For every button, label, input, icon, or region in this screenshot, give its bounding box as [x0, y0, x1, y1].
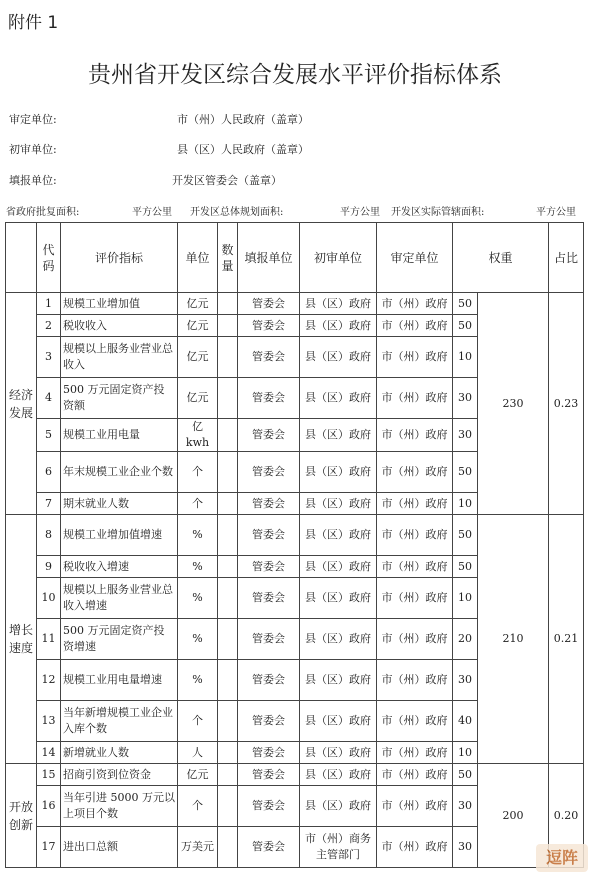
table-row	[6, 293, 584, 315]
group-weight: 210	[478, 515, 549, 764]
filler-unit-label: 填报单位:	[9, 174, 57, 187]
row-filler: 管委会	[238, 827, 300, 868]
row-review: 市（州）政府	[377, 742, 453, 764]
review-unit-value: 市（州）人民政府（盖章）	[177, 113, 309, 126]
row-review: 市（州）政府	[377, 764, 453, 786]
row-quantity	[218, 515, 238, 556]
area-planned-unit: 平方公里	[340, 207, 380, 218]
prelim-unit-line	[9, 141, 589, 157]
row-review: 市（州）政府	[377, 452, 453, 493]
row-filler: 管委会	[238, 515, 300, 556]
header-group	[6, 223, 37, 293]
row-code: 8	[37, 515, 61, 556]
row-indicator: 规模工业用电量	[61, 419, 178, 452]
row-review: 市（州）政府	[377, 556, 453, 578]
watermark-logo: 逗阵	[536, 844, 588, 872]
row-code: 9	[37, 556, 61, 578]
row-indicator: 当年引进 5000 万元以上项目个数	[61, 786, 178, 827]
row-review: 市（州）政府	[377, 293, 453, 315]
row-review: 市（州）政府	[377, 578, 453, 619]
row-review: 市（州）政府	[377, 419, 453, 452]
row-weight: 30	[453, 419, 478, 452]
row-quantity	[218, 293, 238, 315]
row-prelim: 县（区）政府	[300, 452, 377, 493]
row-unit: 亿元	[178, 764, 218, 786]
row-filler: 管委会	[238, 419, 300, 452]
row-review: 市（州）政府	[377, 493, 453, 515]
row-weight: 50	[453, 764, 478, 786]
row-review: 市（州）政府	[377, 515, 453, 556]
annex-label: 附件 1	[8, 13, 59, 33]
row-quantity	[218, 337, 238, 378]
row-prelim: 县（区）政府	[300, 293, 377, 315]
filler-unit-line	[9, 172, 589, 188]
row-unit: 个	[178, 452, 218, 493]
row-weight: 10	[453, 742, 478, 764]
row-review: 市（州）政府	[377, 827, 453, 868]
row-weight: 50	[453, 452, 478, 493]
row-indicator: 500 万元固定资产投资增速	[61, 619, 178, 660]
filler-unit-value: 开发区管委会（盖章）	[172, 174, 282, 187]
row-filler: 管委会	[238, 493, 300, 515]
row-code: 17	[37, 827, 61, 868]
row-indicator: 期末就业人数	[61, 493, 178, 515]
row-quantity	[218, 493, 238, 515]
review-unit-label: 审定单位:	[9, 113, 57, 126]
row-filler: 管委会	[238, 764, 300, 786]
row-weight: 10	[453, 578, 478, 619]
row-weight: 30	[453, 786, 478, 827]
row-filler: 管委会	[238, 378, 300, 419]
row-code: 1	[37, 293, 61, 315]
row-weight: 50	[453, 293, 478, 315]
row-prelim: 县（区）政府	[300, 701, 377, 742]
row-filler: 管委会	[238, 742, 300, 764]
row-code: 3	[37, 337, 61, 378]
row-prelim: 市（州）商务主管部门	[300, 827, 377, 868]
row-review: 市（州）政府	[377, 315, 453, 337]
row-indicator: 规模工业增加值	[61, 293, 178, 315]
row-code: 12	[37, 660, 61, 701]
row-unit: %	[178, 515, 218, 556]
row-weight: 10	[453, 337, 478, 378]
row-prelim: 县（区）政府	[300, 419, 377, 452]
header-indicator: 评价指标	[61, 223, 178, 293]
table-header-row	[6, 223, 584, 293]
row-code: 2	[37, 315, 61, 337]
row-unit: 个	[178, 786, 218, 827]
row-prelim: 县（区）政府	[300, 337, 377, 378]
row-indicator: 规模工业用电量增速	[61, 660, 178, 701]
row-indicator: 招商引资到位资金	[61, 764, 178, 786]
row-unit: 个	[178, 493, 218, 515]
table-body	[6, 293, 584, 868]
row-unit: 万美元	[178, 827, 218, 868]
group-weight: 230	[478, 293, 549, 515]
row-prelim: 县（区）政府	[300, 764, 377, 786]
row-weight: 50	[453, 315, 478, 337]
row-code: 14	[37, 742, 61, 764]
row-code: 4	[37, 378, 61, 419]
row-unit: 亿元	[178, 293, 218, 315]
row-code: 13	[37, 701, 61, 742]
group-weight: 200	[478, 764, 549, 868]
row-unit: 个	[178, 701, 218, 742]
row-prelim: 县（区）政府	[300, 515, 377, 556]
row-weight: 50	[453, 515, 478, 556]
row-prelim: 县（区）政府	[300, 578, 377, 619]
area-actual-label: 开发区实际管辖面积:	[391, 207, 485, 218]
row-indicator: 年末规模工业企业个数	[61, 452, 178, 493]
row-quantity	[218, 701, 238, 742]
row-code: 15	[37, 764, 61, 786]
row-filler: 管委会	[238, 786, 300, 827]
row-indicator: 进出口总额	[61, 827, 178, 868]
row-unit: %	[178, 556, 218, 578]
row-prelim: 县（区）政府	[300, 378, 377, 419]
area-approved-label: 省政府批复面积:	[6, 207, 80, 218]
prelim-unit-value: 县（区）人民政府（盖章）	[177, 143, 309, 156]
group-share: 0.20	[549, 764, 584, 868]
row-unit: 人	[178, 742, 218, 764]
row-weight: 20	[453, 619, 478, 660]
row-prelim: 县（区）政府	[300, 493, 377, 515]
row-filler: 管委会	[238, 337, 300, 378]
header-code: 代码	[37, 223, 61, 293]
row-weight: 30	[453, 378, 478, 419]
row-code: 6	[37, 452, 61, 493]
row-unit: 亿元	[178, 378, 218, 419]
row-prelim: 县（区）政府	[300, 619, 377, 660]
header-share: 占比	[549, 223, 584, 293]
row-review: 市（州）政府	[377, 378, 453, 419]
row-prelim: 县（区）政府	[300, 660, 377, 701]
row-unit: 亿元	[178, 337, 218, 378]
table-row	[6, 764, 584, 786]
row-unit: %	[178, 660, 218, 701]
row-prelim: 县（区）政府	[300, 556, 377, 578]
row-quantity	[218, 827, 238, 868]
row-quantity	[218, 578, 238, 619]
row-code: 11	[37, 619, 61, 660]
row-review: 市（州）政府	[377, 337, 453, 378]
row-quantity	[218, 556, 238, 578]
row-quantity	[218, 619, 238, 660]
row-indicator: 规模以上服务业营业总收入	[61, 337, 178, 378]
row-review: 市（州）政府	[377, 619, 453, 660]
row-unit: 亿元	[178, 315, 218, 337]
row-filler: 管委会	[238, 452, 300, 493]
row-indicator: 税收收入	[61, 315, 178, 337]
group-name: 增长速度	[6, 515, 37, 764]
row-review: 市（州）政府	[377, 660, 453, 701]
row-code: 7	[37, 493, 61, 515]
row-weight: 10	[453, 493, 478, 515]
row-indicator: 规模工业增加值增速	[61, 515, 178, 556]
row-filler: 管委会	[238, 556, 300, 578]
row-code: 10	[37, 578, 61, 619]
row-quantity	[218, 378, 238, 419]
indicator-table	[5, 222, 584, 868]
row-quantity	[218, 786, 238, 827]
row-weight: 40	[453, 701, 478, 742]
row-indicator: 新增就业人数	[61, 742, 178, 764]
prelim-unit-label: 初审单位:	[9, 143, 57, 156]
row-filler: 管委会	[238, 619, 300, 660]
row-quantity	[218, 742, 238, 764]
row-prelim: 县（区）政府	[300, 786, 377, 827]
area-planned-label: 开发区总体规划面积:	[190, 207, 284, 218]
group-share: 0.23	[549, 293, 584, 515]
group-name: 经济发展	[6, 293, 37, 515]
row-quantity	[218, 315, 238, 337]
row-weight: 30	[453, 827, 478, 868]
header-unit: 单位	[178, 223, 218, 293]
row-quantity	[218, 660, 238, 701]
row-unit: %	[178, 578, 218, 619]
header-prelim: 初审单位	[300, 223, 377, 293]
header-review: 审定单位	[377, 223, 453, 293]
header-filler: 填报单位	[238, 223, 300, 293]
row-prelim: 县（区）政府	[300, 742, 377, 764]
row-quantity	[218, 419, 238, 452]
row-indicator: 税收收入增速	[61, 556, 178, 578]
row-indicator: 500 万元固定资产投资额	[61, 378, 178, 419]
area-actual-unit: 平方公里	[536, 207, 576, 218]
row-code: 5	[37, 419, 61, 452]
row-indicator: 规模以上服务业营业总收入增速	[61, 578, 178, 619]
header-quantity: 数量	[218, 223, 238, 293]
row-indicator: 当年新增规模工业企业入库个数	[61, 701, 178, 742]
table-row	[6, 515, 584, 556]
group-share: 0.21	[549, 515, 584, 764]
row-filler: 管委会	[238, 578, 300, 619]
row-review: 市（州）政府	[377, 701, 453, 742]
document-title: 贵州省开发区综合发展水平评价指标体系	[88, 62, 502, 88]
row-filler: 管委会	[238, 660, 300, 701]
row-filler: 管委会	[238, 315, 300, 337]
row-filler: 管委会	[238, 293, 300, 315]
row-weight: 50	[453, 556, 478, 578]
row-quantity	[218, 452, 238, 493]
row-review: 市（州）政府	[377, 786, 453, 827]
row-unit: 亿 kwh	[178, 419, 218, 452]
row-filler: 管委会	[238, 701, 300, 742]
row-unit: %	[178, 619, 218, 660]
review-unit-line	[9, 111, 589, 127]
area-approved-unit: 平方公里	[132, 207, 172, 218]
row-quantity	[218, 764, 238, 786]
row-weight: 30	[453, 660, 478, 701]
row-code: 16	[37, 786, 61, 827]
group-name: 开放创新	[6, 764, 37, 868]
row-prelim: 县（区）政府	[300, 315, 377, 337]
header-weight: 权重	[453, 223, 549, 293]
